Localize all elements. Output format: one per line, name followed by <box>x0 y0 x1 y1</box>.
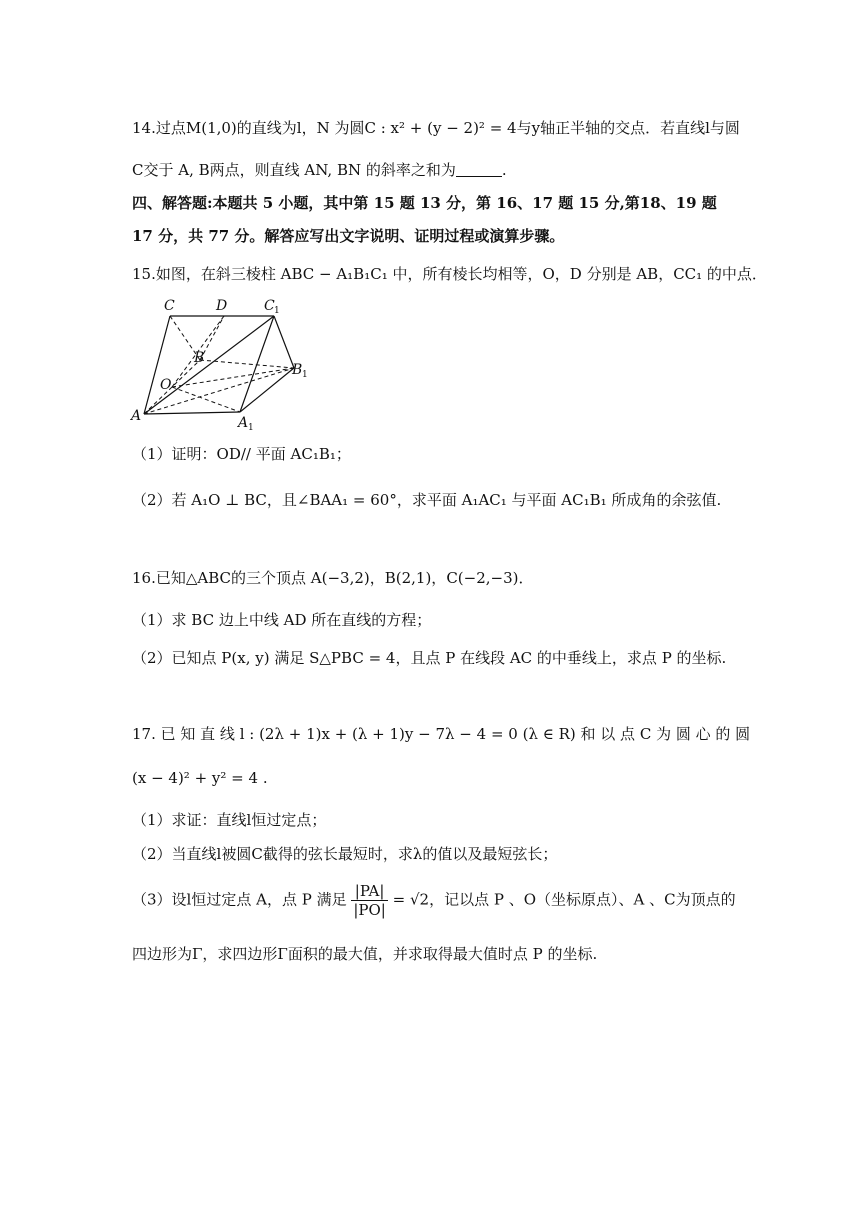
section4-line1: 四、解答题:本题共 5 小题，其中第 15 题 13 分，第 16、17 题 15 分,第18、19 题 <box>132 194 717 212</box>
q16-part1: （1）求 BC 边上中线 AD 所在直线的方程； <box>132 611 432 629</box>
q17-part2: （2）当直线l被圆C截得的弦长最短时，求λ的值以及最短弦长； <box>132 845 558 863</box>
q17-part3-line2: 四边形为Γ，求四边形Γ面积的最大值，并求取得最大值时点 P 的坐标. <box>132 945 598 963</box>
label-O: O <box>160 377 172 393</box>
fraction-denominator: |PO| <box>353 901 386 919</box>
label-B: B <box>194 350 205 366</box>
prism-figure <box>128 296 328 436</box>
pa-over-po-fraction <box>351 882 388 919</box>
q15-stem: 15.如图，在斜三棱柱 ABC − A₁B₁C₁ 中，所有棱长均相等，O，D 分别是 AB，CC₁ 的中点． <box>132 265 767 283</box>
q14-line1: 14.过点M(1,0)的直线为l，N 为圆C : x² + (y − 2)² = 4与y轴正半轴的交点．若直线l与圆 <box>132 119 740 137</box>
q14-line2-text: C交于 A, B两点，则直线 AN, BN 的斜率之和为 <box>132 161 456 179</box>
q17-part3-a: （3）设l恒过定点 A，点 P 满足 <box>132 890 347 909</box>
answer-blank <box>456 162 502 177</box>
q17-part1: （1）求证：直线l恒过定点； <box>132 811 327 829</box>
q15-part1: （1）证明：OD// 平面 AC₁B₁； <box>132 445 351 463</box>
label-B1-sub: 1 <box>302 370 308 380</box>
q17-stem-line1: 17. 已 知 直 线 l : (2λ + 1)x + (λ + 1)y − 7λ − 4 = 0 (λ ∈ R) 和 以 点 C 为 圆 心 的 圆 <box>132 725 751 743</box>
label-A: A <box>131 408 142 424</box>
label-C: C <box>164 298 175 314</box>
label-C1-sub: 1 <box>274 306 280 316</box>
section4-line2: 17 分，共 77 分。解答应写出文字说明、证明过程或演算步骤。 <box>132 227 565 245</box>
q14-line2 <box>132 160 732 180</box>
label-B1: B <box>292 362 303 378</box>
q15-part2: （2）若 A₁O ⊥ BC，且∠BAA₁ = 60°，求平面 A₁AC₁ 与平面 AC₁B₁ 所成角的余弦值. <box>132 491 722 509</box>
label-A1: A <box>238 415 249 431</box>
label-C1: C <box>264 298 275 314</box>
q17-part3-b: = √2，记以点 P 、O（坐标原点）、A 、C为顶点的 <box>392 890 736 909</box>
q17-part3 <box>132 882 736 919</box>
q14-line2-end: . <box>501 161 507 179</box>
q16-stem: 16.已知△ABC的三个顶点 A(−3,2)，B(2,1)，C(−2,−3)． <box>132 569 534 587</box>
label-D: D <box>216 298 228 314</box>
fraction-numerator: |PA| <box>351 882 388 901</box>
label-A1-sub: 1 <box>248 423 254 433</box>
q16-part2: （2）已知点 P(x, y) 满足 S△PBC = 4，且点 P 在线段 AC 的中垂线上，求点 P 的坐标. <box>132 649 727 667</box>
q17-stem-line2: (x − 4)² + y² = 4 . <box>132 769 268 787</box>
